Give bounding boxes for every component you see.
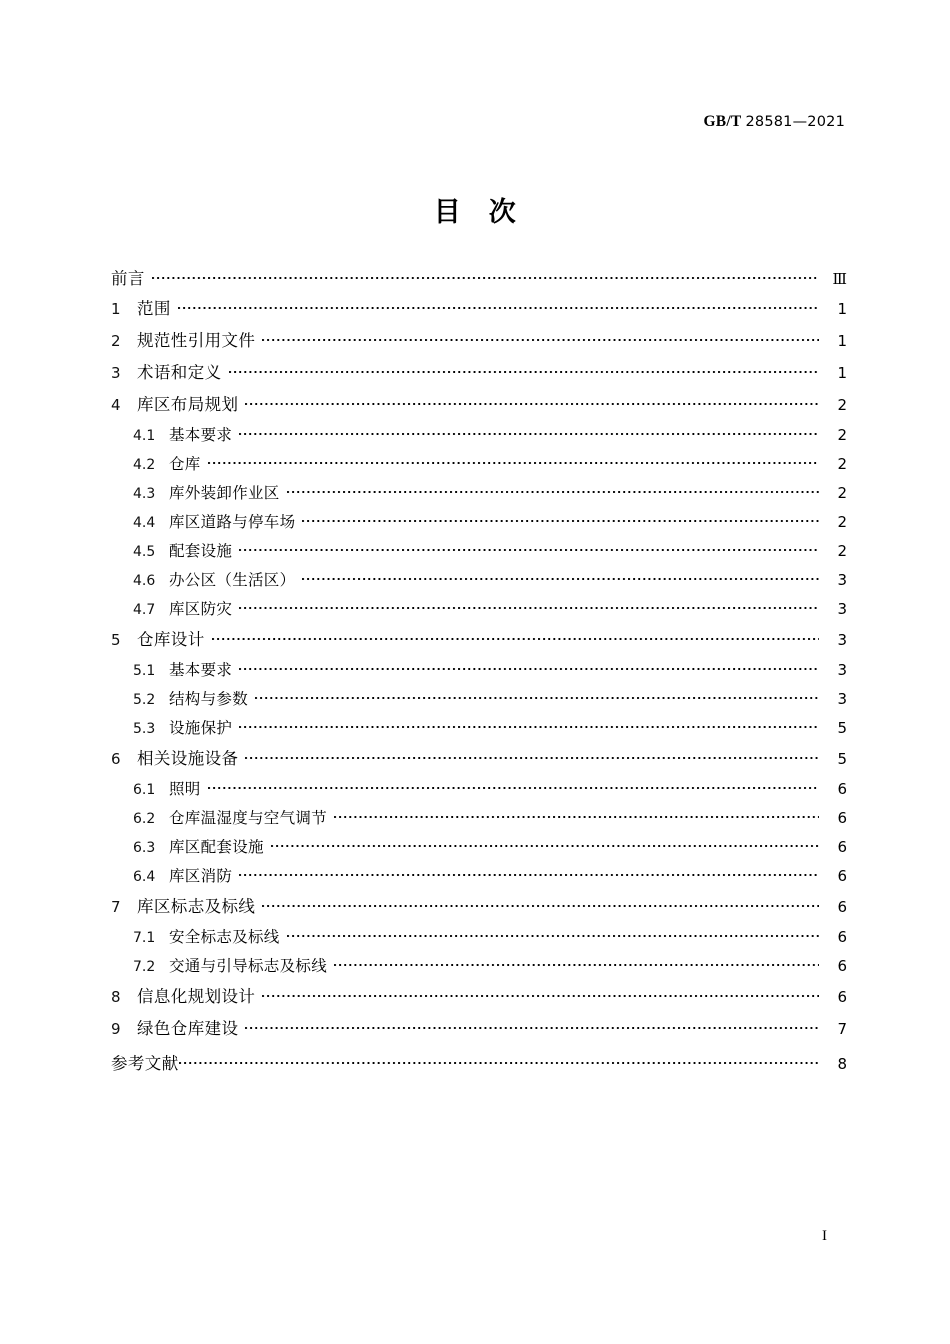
toc-entry-label: 仓库	[169, 456, 201, 473]
toc-entry[interactable]	[111, 391, 847, 423]
toc-entry-label: 安全标志及标线	[169, 929, 280, 946]
toc-entry-number: 5.2	[133, 692, 156, 708]
toc-entry-number: 6.1	[133, 782, 156, 798]
toc-entry[interactable]	[111, 327, 847, 359]
toc-entry-number: 8	[111, 988, 121, 1006]
toc-entry-page-number: 5	[837, 750, 847, 768]
toc-entry[interactable]	[111, 597, 847, 626]
dot-leader	[245, 394, 819, 410]
toc-entry-page-number: 6	[837, 809, 847, 827]
dot-leader	[245, 748, 819, 764]
toc-entry-page-number: 6	[837, 957, 847, 975]
toc-entry-label: 照明	[169, 781, 201, 798]
toc-entry-number: 7.2	[133, 959, 156, 975]
page-folio: I	[822, 1228, 827, 1244]
toc-entry[interactable]	[111, 806, 847, 835]
toc-entry-label: 交通与引导标志及标线	[169, 958, 328, 975]
toc-entry-label: 结构与参数	[169, 691, 249, 708]
toc-entry-label: 参考文献	[111, 1054, 179, 1073]
toc-entry-page-number: 7	[837, 1020, 847, 1038]
toc-entry-number: 6.2	[133, 811, 156, 827]
toc-entry-page-number: 2	[837, 396, 847, 414]
running-header	[0, 113, 845, 131]
toc-entry-number: 5.3	[133, 721, 156, 737]
toc-entry[interactable]	[111, 1050, 847, 1080]
toc-entry-number: 9	[111, 1020, 121, 1038]
toc-entry-page-number: 1	[837, 364, 847, 382]
toc-entry-number: 6.3	[133, 840, 156, 856]
dot-leader	[239, 598, 819, 614]
toc-entry-number: 4.7	[133, 602, 156, 618]
toc-entry-number: 7	[111, 898, 121, 916]
toc-entry-label: 设施保护	[169, 720, 233, 737]
toc-entry-number: 4.1	[133, 428, 156, 444]
dot-leader	[179, 1053, 819, 1069]
standard-code: GB/T	[703, 113, 742, 130]
toc-entry-page-number: 5	[837, 719, 847, 737]
dot-leader	[239, 659, 819, 675]
toc-entry[interactable]	[111, 359, 847, 391]
dot-leader	[245, 1018, 819, 1034]
toc-entry-page-number: 2	[837, 484, 847, 502]
toc-entry-number: 4.4	[133, 515, 156, 531]
table-of-contents	[111, 265, 847, 1080]
toc-entry-page-number: 3	[837, 690, 847, 708]
toc-entry[interactable]	[111, 716, 847, 745]
toc-entry[interactable]	[111, 423, 847, 452]
toc-entry-label: 库区标志及标线	[137, 897, 256, 916]
toc-entry-page-number: 3	[837, 631, 847, 649]
dot-leader	[152, 268, 819, 284]
dot-leader	[262, 896, 819, 912]
dot-leader	[255, 688, 819, 704]
toc-entry-label: 绿色仓库建设	[137, 1019, 239, 1038]
toc-entry-page-number: 6	[837, 928, 847, 946]
toc-entry-number: 3	[111, 364, 121, 382]
toc-entry[interactable]	[111, 510, 847, 539]
toc-entry-label: 库区配套设施	[169, 839, 264, 856]
toc-entry-page-number: 1	[837, 332, 847, 350]
dot-leader	[334, 955, 819, 971]
toc-entry-number: 5.1	[133, 663, 156, 679]
dot-leader	[271, 836, 819, 852]
toc-entry[interactable]	[111, 1015, 847, 1047]
toc-entry-page-number: Ⅲ	[832, 272, 847, 288]
toc-entry[interactable]	[111, 658, 847, 687]
toc-entry-label: 办公区（生活区）	[169, 572, 296, 589]
toc-entry-label: 仓库设计	[137, 630, 205, 649]
toc-entry-label: 配套设施	[169, 543, 233, 560]
toc-entry-label: 前言	[111, 269, 145, 288]
toc-entry-label: 规范性引用文件	[137, 331, 256, 350]
toc-entry-page-number: 2	[837, 455, 847, 473]
dot-leader	[239, 865, 819, 881]
toc-entry[interactable]	[111, 687, 847, 716]
dot-leader	[334, 807, 819, 823]
toc-entry-page-number: 6	[837, 988, 847, 1006]
dot-leader	[239, 540, 819, 556]
toc-entry[interactable]	[111, 835, 847, 864]
toc-entry-label: 范围	[137, 299, 171, 318]
toc-entry-number: 4	[111, 396, 121, 414]
toc-entry-number: 4.2	[133, 457, 156, 473]
toc-entry-page-number: 6	[837, 898, 847, 916]
dot-leader	[302, 511, 819, 527]
toc-entry[interactable]	[111, 983, 847, 1015]
toc-entry-page-number: 3	[837, 600, 847, 618]
toc-entry-page-number: 8	[837, 1055, 847, 1073]
toc-entry[interactable]	[111, 745, 847, 777]
toc-entry-label: 基本要求	[169, 662, 233, 679]
toc-entry[interactable]	[111, 481, 847, 510]
toc-entry[interactable]	[111, 954, 847, 983]
toc-entry-page-number: 3	[837, 571, 847, 589]
dot-leader	[178, 298, 819, 314]
toc-entry-label: 信息化规划设计	[137, 987, 256, 1006]
toc-entry[interactable]	[111, 626, 847, 658]
dot-leader	[262, 986, 819, 1002]
dot-leader	[302, 569, 819, 585]
toc-entry[interactable]	[111, 925, 847, 954]
toc-entry-page-number: 6	[837, 838, 847, 856]
toc-entry[interactable]	[111, 265, 847, 295]
toc-entry[interactable]	[111, 568, 847, 597]
toc-entry[interactable]	[111, 539, 847, 568]
toc-entry[interactable]	[111, 295, 847, 327]
toc-entry-page-number: 6	[837, 780, 847, 798]
toc-entry-page-number: 2	[837, 426, 847, 444]
toc-entry-page-number: 1	[837, 300, 847, 318]
toc-entry-number: 5	[111, 631, 121, 649]
toc-entry-number: 6.4	[133, 869, 156, 885]
dot-leader	[239, 424, 819, 440]
toc-entry[interactable]	[111, 864, 847, 893]
toc-entry-label: 库外装卸作业区	[169, 485, 280, 502]
toc-entry-number: 4.3	[133, 486, 156, 502]
toc-entry-page-number: 2	[837, 513, 847, 531]
toc-entry-label: 基本要求	[169, 427, 233, 444]
dot-leader	[208, 778, 819, 794]
dot-leader	[262, 330, 819, 346]
toc-entry-label: 术语和定义	[137, 363, 222, 382]
toc-entry[interactable]	[111, 777, 847, 806]
dot-leader	[239, 717, 819, 733]
dot-leader	[212, 629, 819, 645]
toc-entry-number: 4.5	[133, 544, 156, 560]
toc-entry-label: 相关设施设备	[137, 749, 239, 768]
toc-entry-number: 7.1	[133, 930, 156, 946]
standard-number: 28581—2021	[745, 114, 845, 130]
toc-entry-number: 6	[111, 750, 121, 768]
toc-entry[interactable]	[111, 452, 847, 481]
toc-entry-label: 库区防灾	[169, 601, 233, 618]
page-title: 目 次	[433, 197, 517, 228]
toc-entry[interactable]	[111, 893, 847, 925]
toc-entry-page-number: 3	[837, 661, 847, 679]
toc-entry-number: 2	[111, 332, 121, 350]
dot-leader	[287, 482, 819, 498]
toc-entry-number: 1	[111, 300, 121, 318]
toc-entry-label: 库区布局规划	[137, 395, 239, 414]
dot-leader	[229, 362, 820, 378]
toc-entry-page-number: 2	[837, 542, 847, 560]
toc-entry-number: 4.6	[133, 573, 156, 589]
toc-entry-page-number: 6	[837, 867, 847, 885]
dot-leader	[287, 926, 819, 942]
dot-leader	[208, 453, 819, 469]
toc-entry-label: 仓库温湿度与空气调节	[169, 810, 328, 827]
toc-entry-label: 库区消防	[169, 868, 233, 885]
toc-entry-label: 库区道路与停车场	[169, 514, 296, 531]
